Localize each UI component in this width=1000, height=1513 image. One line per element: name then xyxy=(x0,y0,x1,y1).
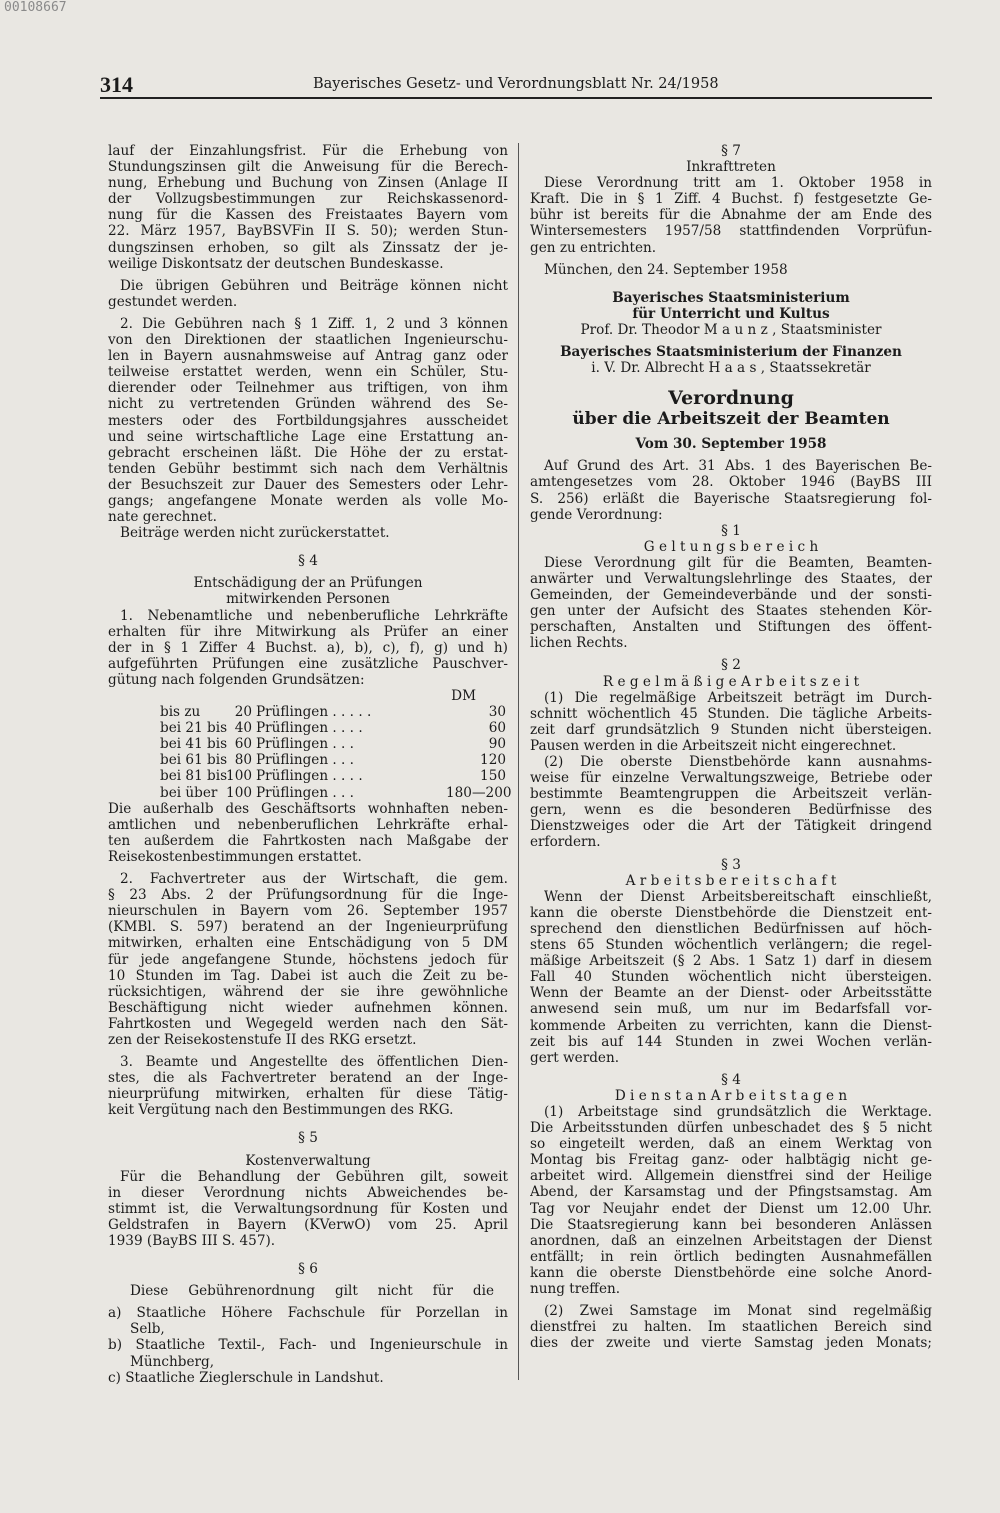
text-line: Pausen werden in die Arbeitszeit nicht eingerechnet. xyxy=(530,737,897,754)
text-line: zeit bis auf 144 Stunden in zwei Wochen verlän- xyxy=(530,1033,932,1050)
fee-table xyxy=(108,704,512,801)
text-line: Montag bis Freitag ganz- oder halbtägig nicht ge- xyxy=(530,1152,932,1169)
section-title: G e l t u n g s b e r e i c h xyxy=(643,538,819,555)
text-line: Tag vor Neujahr endet der Dienst um 12.00 Uhr. xyxy=(530,1200,932,1217)
text-line: Stundungszinsen gilt die Anweisung für die Berech- xyxy=(108,159,508,176)
text-line: nung für die Kassen des Freistaates Bayern vom xyxy=(108,207,508,224)
list-item: a) Staatliche Höhere Fachschule für Porzellan in xyxy=(108,1305,508,1322)
table-row: bis zu 20 Prüflingen . . . . . 30 xyxy=(160,704,506,721)
section-number: § 7 xyxy=(721,143,741,159)
text-line: stimmt ist, die Verwaltungsordnung für Kosten und xyxy=(108,1200,508,1217)
text-line: Die außerhalb des Geschäftsorts wohnhaften neben- xyxy=(108,800,508,817)
text-line: gende Verordnung: xyxy=(530,506,663,523)
text-line: Diese Verordnung gilt für die Beamten, Beamten- xyxy=(544,554,932,571)
column-divider xyxy=(518,143,519,1380)
text-line: in dieser Verordnung nichts Abweichendes be- xyxy=(108,1184,508,1201)
table-currency-header: DM xyxy=(451,688,476,704)
section-number: § 2 xyxy=(721,657,741,674)
text-line: 3. Beamte und Angestellte des öffentlichen Dien- xyxy=(120,1054,508,1071)
text-line: (2) Die oberste Dienstbehörde kann ausnahms- xyxy=(544,754,932,770)
signing-date: München, den 24. September 1958 xyxy=(544,261,788,278)
text-line: (1) Die regelmäßige Arbeitszeit beträgt im Durch- xyxy=(544,689,932,706)
text-line: (2) Zwei Samstage im Monat sind regelmäßig xyxy=(544,1303,932,1320)
text-line: rücksichtigen, während der sie ihre gewöhnliche xyxy=(108,983,508,1000)
section-title: Inkrafttreten xyxy=(686,159,776,176)
paragraph xyxy=(108,1054,508,1118)
table-row: bei 21 bis 40 Prüflingen . . . . 60 xyxy=(160,720,506,737)
text-line: gangs; angefangene Monate werden als volle Mo- xyxy=(108,492,508,509)
ordinance-subtitle: über die Arbeitszeit der Beamten xyxy=(572,409,890,430)
text-line: gert werden. xyxy=(530,1049,620,1066)
text-line: 1939 (BayBS III S. 457). xyxy=(108,1233,276,1249)
text-line: anwärter und Verwaltungslehrlinge des Staates, der xyxy=(530,570,932,587)
text-line: Die Staatsregierung kann bei besonderen Anlässen xyxy=(530,1216,932,1233)
section-number: § 5 xyxy=(298,1130,318,1147)
text-line: amtengesetzes vom 28. Oktober 1946 (BayBS III xyxy=(530,474,932,491)
paragraph xyxy=(108,143,508,272)
text-line: ten außerdem die Fahrtkosten nach Maßgabe der xyxy=(108,832,508,849)
text-line: Wenn der Dienst Arbeitsbereitschaft einschließt, xyxy=(544,888,932,905)
text-line: kann die oberste Dienstbehörde die Dienstzeit ent- xyxy=(530,904,932,921)
text-line: mesters oder des Fortbildungsjahres ausscheidet xyxy=(108,412,508,429)
header-rule xyxy=(100,97,932,99)
paragraph xyxy=(108,608,508,688)
text-line: 2. Die Gebühren nach § 1 Ziff. 1, 2 und 3 können xyxy=(120,315,508,332)
text-line: weise für einzelne Verwaltungszweige, Betriebe oder xyxy=(530,770,932,787)
text-line: anwesend sein muß, um nur im Bedarfsfall vor- xyxy=(530,1001,932,1018)
text-line: (1) Arbeitstage sind grundsätzlich die Werktage. xyxy=(544,1103,932,1120)
ministry-name: für Unterricht und Kultus xyxy=(632,305,830,322)
text-line: dierender oder Teilnehmer aus triftigen, von ihm xyxy=(108,380,508,397)
table-row: bei 81 bis 100 Prüflingen . . . . 150 xyxy=(160,768,506,785)
section-number: § 3 xyxy=(721,856,741,873)
section-title: Kostenverwaltung xyxy=(245,1152,371,1169)
signature: Prof. Dr. Theodor M a u n z , Staatsminister xyxy=(580,321,882,338)
text-line: gern, wenn es die besonderen Bedürfnisse des xyxy=(530,802,932,819)
text-line: Die übrigen Gebühren und Beiträge können nicht xyxy=(120,277,508,294)
page-header xyxy=(100,70,932,100)
text-line: Die Arbeitsstunden dürfen unbeschadet des § 5 nicht xyxy=(530,1120,932,1137)
text-line: Beschäftigung nicht wieder aufnehmen können. xyxy=(108,999,508,1016)
paragraph xyxy=(530,754,932,851)
ordinance-date: Vom 30. September 1958 xyxy=(635,436,827,453)
exclusion-list xyxy=(108,1305,508,1385)
text-line: Wintersemesters 1957/58 stattfindenden Vorprüfun- xyxy=(530,223,932,240)
left-column xyxy=(108,143,512,1386)
text-line: mitwirken, erhalten eine Entschädigung von 5 DM xyxy=(108,935,508,952)
text-line: für jede angefangene Stunde, höchstens jedoch für xyxy=(108,951,508,968)
section-number: § 1 xyxy=(721,522,741,539)
paragraph xyxy=(108,278,508,310)
text-line: arbeitet wird. Allgemein dienstfrei sind der Heilige xyxy=(530,1168,932,1185)
paragraph xyxy=(530,555,932,652)
text-line: gestundet werden. xyxy=(108,293,238,310)
text-line: weilige Diskontsatz der deutschen Bundeskasse. xyxy=(108,255,444,272)
section-title: D i e n s t a n A r b e i t s t a g e n xyxy=(614,1087,848,1104)
text-line: Fahrtkosten und Wegegeld werden nach den Sät- xyxy=(108,1015,508,1032)
text-line: der Besuchszeit zur Dauer des Semesters oder Lehr- xyxy=(108,476,508,493)
text-line: Auf Grund des Art. 31 Abs. 1 des Bayerischen Be- xyxy=(544,458,932,475)
text-line: Kraft. Die in § 1 Ziff. 4 Buchst. f) festgesetzte Ge- xyxy=(530,191,932,208)
text-line: gen unter der Aufsicht des Staates stehenden Kör- xyxy=(530,603,932,620)
paragraph xyxy=(530,1104,932,1297)
text-line: der Vollzugsbestimmungen zur Reichskassenord- xyxy=(108,191,508,208)
archive-stamp: 00108667 xyxy=(4,0,67,15)
text-line: gebracht erscheinen läßt. Die Höhe der zu erstat- xyxy=(108,444,508,461)
section-number: § 4 xyxy=(298,553,318,570)
text-line: gen zu entrichten. xyxy=(530,239,657,256)
list-item-continuation: Selb, xyxy=(130,1321,165,1338)
text-line: kann die oberste Dienstbehörde eine solche Anord- xyxy=(530,1264,932,1281)
text-line: Für die Behandlung der Gebühren gilt, soweit xyxy=(120,1168,508,1185)
table-row: bei 41 bis 60 Prüflingen . . . 90 xyxy=(160,736,506,753)
paragraph xyxy=(530,690,932,754)
section-number: § 4 xyxy=(721,1071,741,1088)
text-line: aufgeführten Prüfungen eine zusätzliche Pauschver- xyxy=(108,655,508,672)
text-line: nicht zu vertretenden Gründen während des Se- xyxy=(108,396,508,413)
text-line: bühr ist bereits für die Abnahme der am Ende des xyxy=(530,207,932,224)
text-line: Geldstrafen in Bayern (KVerwO) vom 25. April xyxy=(108,1216,508,1233)
text-line: nieurschulen in Bayern vom 26. September 1957 xyxy=(108,903,508,920)
text-line: tenden Gebühr bestimmt sich nach dem Verhältnis xyxy=(108,460,508,477)
text-line: keit Vergütung nach den Bestimmungen des RKG. xyxy=(108,1102,454,1119)
running-title: Bayerisches Gesetz- und Verordnungsblatt Nr. 24/1958 xyxy=(313,76,719,92)
table-row: bei 61 bis 80 Prüflingen . . . 120 xyxy=(160,752,506,769)
text-line: stens 65 Stunden wöchentlich verlängern; die regel- xyxy=(530,937,932,954)
text-line: mäßige Arbeitszeit (§ 2 Abs. 1 Satz 1) darf in diesem xyxy=(530,953,932,970)
text-line: Wenn der Beamte an der Dienst- oder Arbeitsstätte xyxy=(530,985,932,1002)
text-line: nate gerechnet. xyxy=(108,509,217,526)
text-line: Dienstzweiges oder die Art der Tätigkeit dringend xyxy=(530,818,932,835)
ministry-name: Bayerisches Staatsministerium xyxy=(612,289,850,306)
section-title: A r b e i t s b e r e i t s c h a f t xyxy=(625,872,837,889)
text-line: nieurprüfung mitwirken, erhalten für diese Tätig- xyxy=(108,1086,508,1103)
text-line: len in Bayern ausnahmsweise auf Antrag ganz oder xyxy=(108,348,508,365)
text-line: Diese Gebührenordnung gilt nicht für die xyxy=(130,1283,494,1300)
text-line: (KMBl. S. 597) beratend an der Ingenieurprüfung xyxy=(108,919,508,936)
text-line: § 23 Abs. 2 der Prüfungsordnung für die Inge- xyxy=(108,887,508,904)
text-line: Beiträge werden nicht zurückerstattet. xyxy=(120,525,390,542)
text-line: Gemeinden, der Gemeindeverbände und der sonsti- xyxy=(530,587,932,604)
text-line: teilweise erstattet werden, wenn ein Schüler, Stu- xyxy=(108,364,508,381)
text-line: schnitt wöchentlich 45 Stunden. Die tägliche Arbeits- xyxy=(530,705,932,722)
text-line: Reisekostenbestimmungen erstattet. xyxy=(108,848,362,865)
section-title: R e g e l m ä ß i g e A r b e i t s z e i t xyxy=(602,673,860,690)
text-line: gütung nach folgenden Grundsätzen: xyxy=(108,671,365,688)
table-row: bei über 100 Prüflingen . . . 180—200 xyxy=(160,784,512,801)
text-line: perschaften, Anstalten und Stiftungen des öffent- xyxy=(530,619,932,636)
text-line: S. 256) erläßt die Bayerische Staatsregierung fol- xyxy=(530,490,932,507)
text-line: erhalten für ihre Mitwirkung als Prüfer an einer xyxy=(108,623,508,640)
text-line: Diese Verordnung tritt am 1. Oktober 1958 in xyxy=(544,175,932,192)
page-number: 314 xyxy=(100,72,133,97)
paragraph xyxy=(530,458,932,522)
text-line: erfordern. xyxy=(530,834,601,851)
right-column xyxy=(530,143,932,1351)
text-line: amtlichen und nebenberuflichen Lehrkräfte erhal- xyxy=(108,816,508,833)
list-item: c) Staatliche Zieglerschule in Landshut. xyxy=(108,1369,384,1386)
list-item-continuation: Münchberg, xyxy=(130,1353,215,1370)
paragraph xyxy=(108,801,508,865)
paragraph xyxy=(530,889,932,1066)
paragraph xyxy=(108,871,508,1048)
text-line: 1. Nebenamtliche und nebenberufliche Lehrkräfte xyxy=(120,607,508,624)
text-line: lauf der Einzahlungsfrist. Für die Erhebung von xyxy=(108,143,508,159)
text-line: 10 Stunden im Tag. Dabei ist auch die Zeit zu be- xyxy=(108,967,508,984)
paragraph xyxy=(108,316,508,525)
text-line: Abend, der Karsamstag und der Pfingstsamstag. Am xyxy=(530,1184,932,1201)
section-title: mitwirkenden Personen xyxy=(226,591,390,608)
paragraph xyxy=(530,1303,932,1351)
text-line: dienstfrei zu halten. Im staatlichen Bereich sind xyxy=(530,1319,932,1336)
ministry-name: Bayerisches Staatsministerium der Finanzen xyxy=(560,344,902,361)
text-line: von den Direktionen der staatlichen Ingenieurschu- xyxy=(108,332,508,349)
signature: i. V. Dr. Albrecht H a a s , Staatssekretär xyxy=(591,360,871,377)
text-line: entfällt; in rein örtlich bedingten Ausnahmefällen xyxy=(530,1248,932,1265)
text-line: und seine wirtschaftliche Lage eine Erstattung an- xyxy=(108,428,508,445)
text-line: sprechend den dienstlichen Bedürfnissen auf höch- xyxy=(530,920,932,937)
text-line: so eingeteilt werden, daß an einem Werktag von xyxy=(530,1136,932,1153)
text-line: bestimmte Beamtengruppen die Arbeitszeit verlän- xyxy=(530,786,932,803)
text-line: zeit darf grundsätzlich 9 Stunden nicht übersteigen. xyxy=(530,721,932,738)
text-line: lichen Rechts. xyxy=(530,635,628,652)
list-item: b) Staatliche Textil-, Fach- und Ingenieurschule in xyxy=(108,1337,508,1354)
ordinance-title: Verordnung xyxy=(668,387,794,410)
text-line: der in § 1 Ziffer 4 Buchst. a), b), c), f), g) und h) xyxy=(108,639,508,656)
text-line: 2. Fachvertreter aus der Wirtschaft, die gem. xyxy=(120,871,508,888)
text-line: kommende Arbeiten zu verrichten, kann die Dienst- xyxy=(530,1017,932,1034)
text-line: nung, Erhebung und Buchung von Zinsen (Anlage II xyxy=(108,175,508,192)
text-line: anordnen, daß an einzelnen Arbeitstagen der Dienst xyxy=(530,1232,932,1249)
section-number: § 6 xyxy=(298,1261,318,1278)
paragraph xyxy=(530,175,932,255)
text-line: nung treffen. xyxy=(530,1281,621,1297)
text-line: dungszinsen erhoben, so gilt als Zinssatz der je- xyxy=(108,239,508,256)
text-line: dies der zweite und vierte Samstag jeden Monats; xyxy=(530,1335,932,1352)
section-title: Entschädigung der an Prüfungen xyxy=(193,575,423,592)
text-line: zen der Reisekostenstufe II des RKG ersetzt. xyxy=(108,1031,417,1048)
text-line: Fall 40 Stunden wöchentlich nicht übersteigen. xyxy=(530,969,932,986)
text-line: stes, die als Fachvertreter beratend an der Inge- xyxy=(108,1070,508,1087)
paragraph xyxy=(108,1169,508,1249)
text-line: 22. März 1957, BayBSVFin II S. 50); werden Stun- xyxy=(108,223,508,240)
